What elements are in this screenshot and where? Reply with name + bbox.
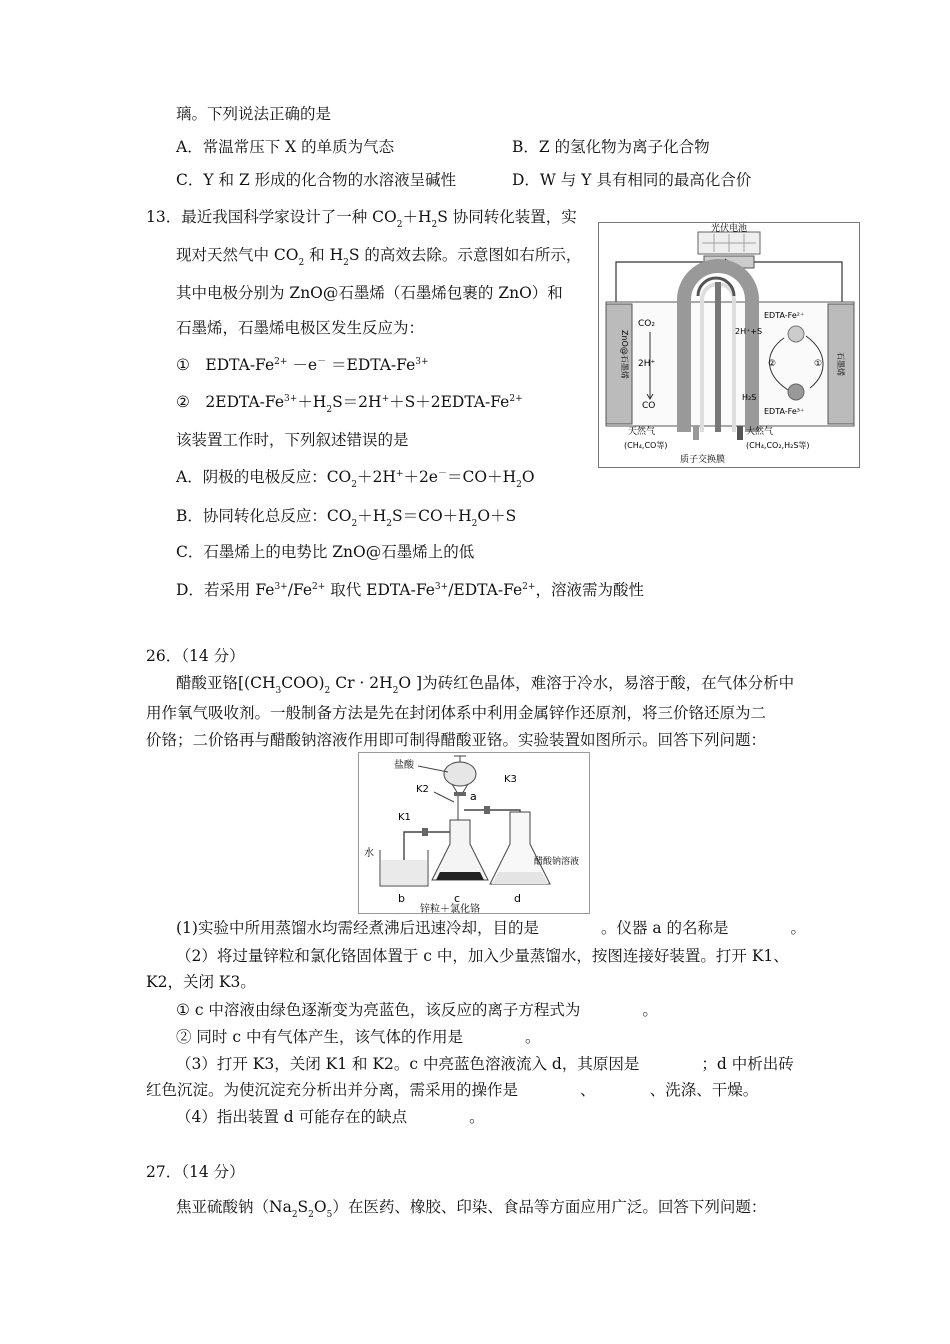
q12-option-c: C．Y 和 Z 形成的化合物的水溶液呈碱性 [176, 171, 457, 189]
left-electrode-label: ZnO@石墨烯 [620, 330, 629, 379]
q26-header: 26．（14 分） [146, 647, 245, 665]
natural-gas-out: 天然气 [628, 427, 656, 437]
q26-sub-4: （4）指出装置 d 可能存在的缺点 。 [176, 1108, 485, 1126]
q12-intro: 璃。下列说法正确的是 [176, 105, 332, 123]
q26-sub-3: （3）打开 K3，关闭 K1 和 K2。c 中亮蓝色溶液流入 d，其原因是 ；d 中析出砖 [176, 1055, 794, 1073]
label-k3: K3 [504, 774, 517, 785]
edta-fe3-label: EDTA-Fe³⁺ [764, 407, 805, 416]
q26-para-1: 醋酸亚铬[$(CH_3COO)_2$ $Cr \cdot 2H_2O$ ]为砖红色晶体，难溶于冷水，易溶于酸，在气体分析中 [176, 674, 795, 696]
q26-sub-2b: K2，关闭 K3。 [146, 973, 256, 991]
co-label: CO [642, 401, 656, 411]
zn-label: 锌粒＋氯化铬 [420, 904, 480, 914]
label-k2: K2 [416, 784, 429, 795]
q13-line-3: 其中电极分别为 ZnO@石墨烯（石墨烯包裹的 ZnO）和 [176, 284, 563, 302]
q13-stem: 该装置工作时，下列叙述错误的是 [176, 431, 409, 449]
q13-option-a: A．阴极的电极反应：$CO_2+2H^++2e^-=CO+H_2O$ [176, 468, 535, 490]
q26-sub-1: (1)实验中所用蒸馏水均需经煮沸后迅速冷却，目的是 。仪器 a 的名称是 。 [176, 919, 807, 937]
q13-reaction-1: ① EDTA-$Fe^{2+} -e^-$ $=EDTA-Fe^{3+}$ [176, 356, 429, 374]
q12-option-a: A．常温常压下 X 的单质为气态 [176, 138, 395, 156]
q12-option-b: B．Z 的氢化物为离子化合物 [512, 138, 710, 156]
natural-gas-in: 大然气 [746, 427, 774, 437]
q13-reaction-2: ② $2EDTA-Fe^{3+}+H_2S=2H^++S+2EDTA-Fe^{2+}$ [176, 393, 523, 415]
naac-label: 醋酸钠溶液 [534, 857, 580, 867]
q13-line-1: 13．最近我国科学家设计了一种 $CO_2+H_2S$ 协同转化装置，实 [146, 208, 577, 230]
2h-label: 2H⁺ [638, 359, 656, 369]
q12-option-d: D．W 与 Y 具有相同的最高化合价 [512, 171, 752, 189]
edta-fe2-label: EDTA-Fe²⁺ [764, 311, 805, 320]
pv-label: 光伏电池 [710, 224, 748, 234]
q26-sub-2c: ① c 中溶液由绿色逐渐变为亮蓝色，该反应的离子方程式为 。 [176, 1001, 658, 1019]
h2s-label: H₂S [742, 393, 757, 402]
q26-sub-2: （2）将过量锌粒和氯化铬固体置于 c 中，加入少量蒸馏水，按图连接好装置。打开 K1、 [176, 947, 789, 965]
natural-gas-in-2: (CH₄,CO₂,H₂S等) [746, 441, 810, 450]
q27-para-1: 焦亚硫酸钠$(Na_2S_2O_5)$在医药、橡胶、印染、食品等方面应用广泛。回答下列问题： [176, 1198, 767, 1220]
label-c: c [454, 892, 461, 905]
q13-option-d: D．若采用 $Fe^{3+}/Fe^{2+}$ 取代 EDTA-$Fe^{3+}/EDTA-Fe^{2+}$，溶液需为酸性 [176, 581, 644, 599]
membrane-label: 质子交换膜 [680, 455, 726, 465]
2h-s-label: 2H⁺+S [735, 327, 763, 336]
circle-2: ② [768, 359, 777, 369]
q13-electrolysis-figure [598, 222, 860, 468]
label-a: a [470, 790, 477, 803]
q13-option-b: B．协同转化总反应：$CO_2+H_2S=CO+H_2O+S$ [176, 507, 517, 529]
label-d: d [514, 892, 521, 905]
co2-label: CO₂ [638, 319, 655, 329]
water-label: 水 [364, 848, 374, 859]
q26-sub-3b: 红色沉淀。为使沉淀充分析出并分离，需采用的操作是 、 、洗涤、干燥。 [146, 1081, 759, 1099]
q13-option-c: C．石墨烯上的电势比 ZnO@石墨烯上的低 [176, 543, 475, 561]
q26-para-3: 价铬；二价铬再与醋酸钠溶液作用即可制得醋酸亚铬。实验装置如图所示。回答下列问题： [146, 731, 767, 749]
q13-line-2: 现对天然气中 $CO_2$ 和 $H_2S$ 的高效去除。示意图如右所示， [176, 246, 582, 268]
q26-apparatus-figure [358, 752, 590, 914]
right-electrode-label: 石墨烯 [836, 352, 845, 376]
label-k1: K1 [398, 812, 411, 823]
q26-sub-2d: ② 同时 c 中有气体产生，该气体的作用是 。 [176, 1028, 541, 1046]
q27-header: 27．（14 分） [146, 1163, 245, 1181]
circle-1: ① [814, 359, 823, 369]
label-b: b [398, 892, 405, 905]
q13-line-4: 石墨烯，石墨烯电极区发生反应为： [176, 319, 425, 337]
natural-gas-out-2: (CH₄,CO等) [624, 441, 668, 450]
hcl-label: 盐酸 [394, 760, 414, 771]
q26-para-2: 用作氧气吸收剂。一般制备方法是先在封闭体系中利用金属锌作还原剂，将三价铬还原为二 [146, 704, 767, 722]
